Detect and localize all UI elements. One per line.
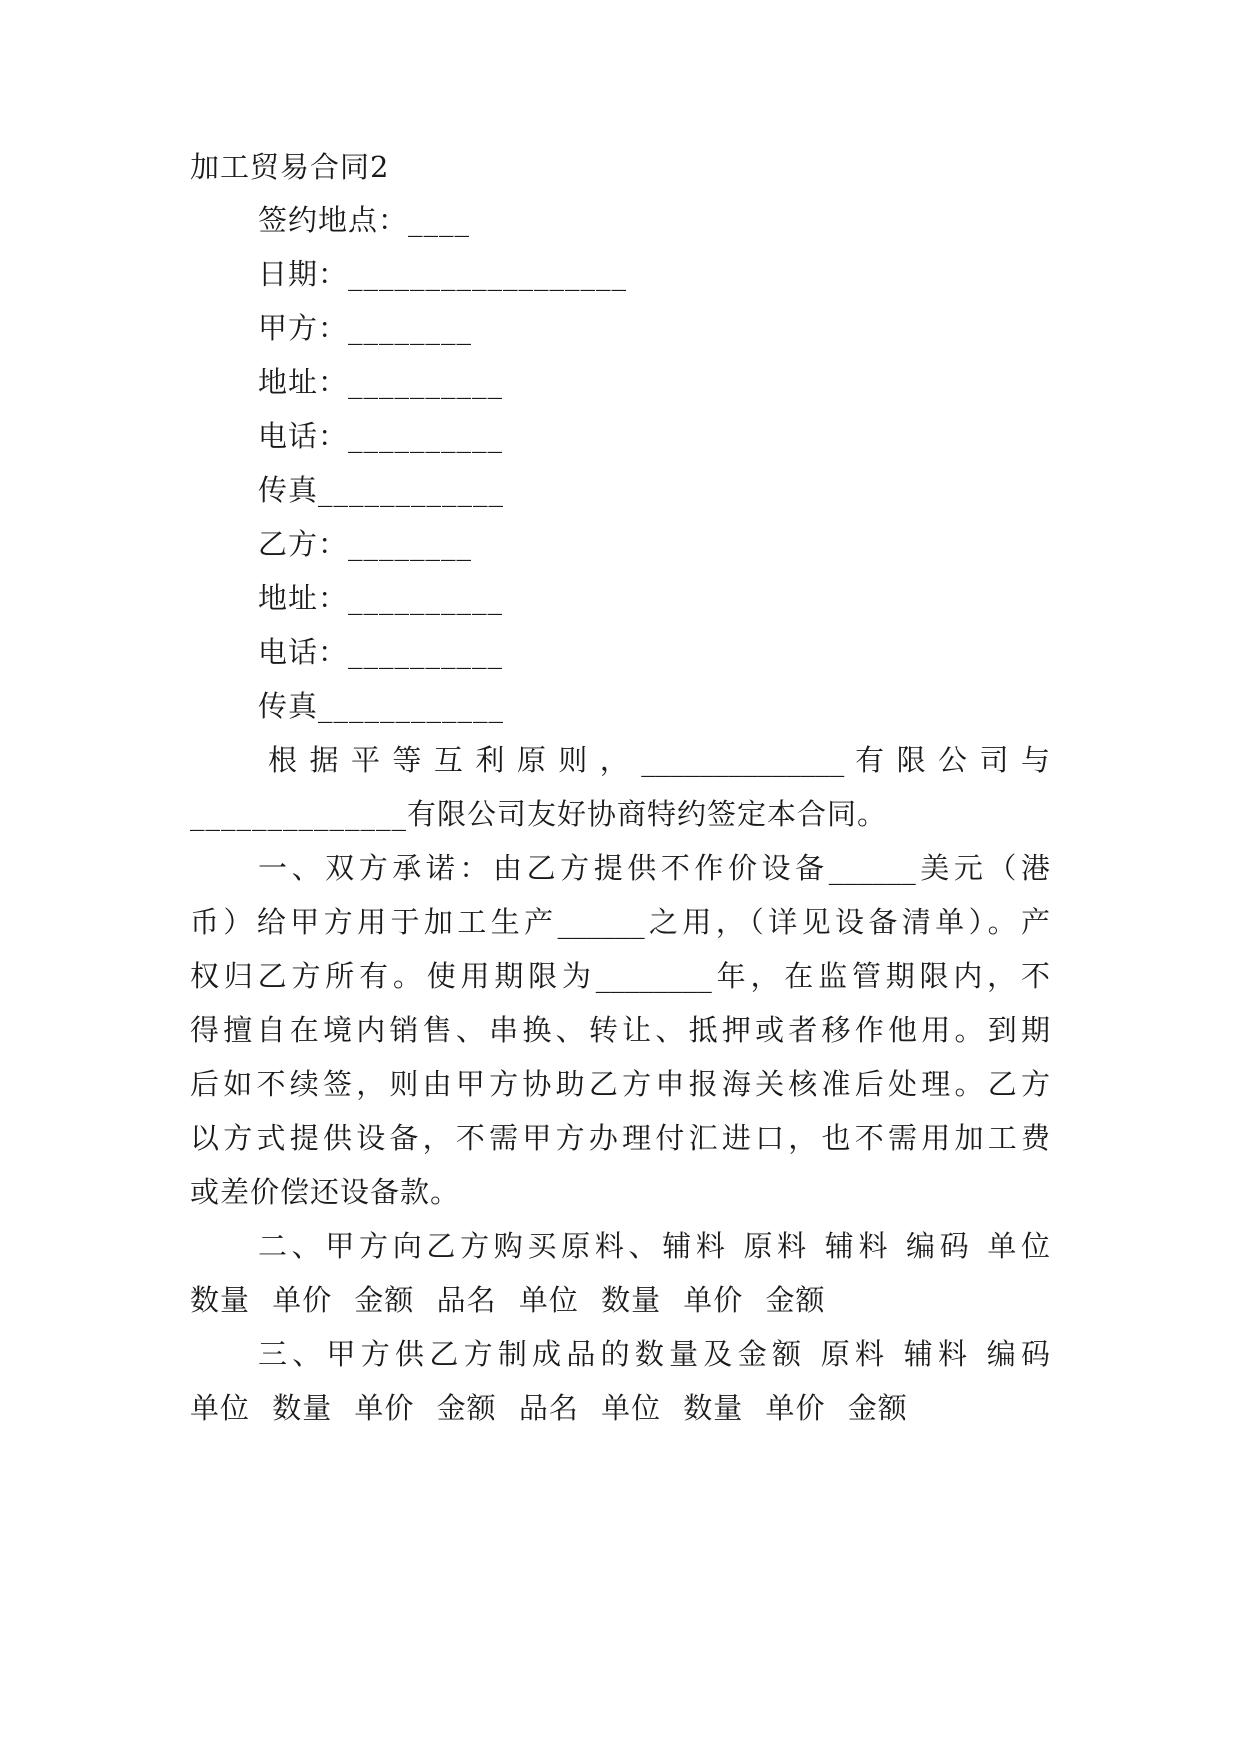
clause-1-line-1: 一、双方承诺：由乙方提供不作价设备______美元（港 xyxy=(258,851,1050,885)
preamble-line-1: 根 据 平 等 互 利 原 则 ， ______________ 有 限 公 司 与 xyxy=(268,743,1050,777)
field-party-b-fax: 传真____________ xyxy=(258,689,505,723)
document-title: 加工贸易合同2 xyxy=(190,150,390,184)
clause-1-line-4: 得擅自在境内销售、串换、转让、抵押或者移作他用。到期 xyxy=(190,1013,1050,1047)
clause-2-line-2: 数量 单价 金额 品名 单位 数量 单价 金额 xyxy=(190,1283,826,1317)
clause-1-line-2: 币）给甲方用于加工生产______之用，（详见设备清单）。产 xyxy=(190,905,1050,939)
clause-1-line-5: 后如不续签，则由甲方协助乙方申报海关核准后处理。乙方 xyxy=(190,1067,1050,1101)
clause-1-line-7: 或差价偿还设备款。 xyxy=(190,1175,461,1209)
clause-1-line-3: 权归乙方所有。使用期限为________年，在监管期限内，不 xyxy=(190,959,1050,993)
field-party-b-address: 地址：__________ xyxy=(258,581,504,615)
field-party-a-phone: 电话：__________ xyxy=(258,419,504,453)
field-party-b-phone: 电话：__________ xyxy=(258,635,504,669)
field-party-a-fax: 传真____________ xyxy=(258,473,505,507)
field-party-a: 甲方：________ xyxy=(258,311,473,345)
field-party-a-address: 地址：__________ xyxy=(258,365,504,399)
clause-3-line-2: 单位 数量 单价 金额 品名 单位 数量 单价 金额 xyxy=(190,1391,908,1425)
field-date: 日期：__________________ xyxy=(258,257,628,291)
clause-1-line-6: 以方式提供设备，不需甲方办理付汇进口，也不需用加工费 xyxy=(190,1121,1050,1155)
clause-3-line-1: 三、甲方供乙方制成品的数量及金额 原料 辅料 编码 xyxy=(258,1337,1050,1371)
clause-2-line-1: 二、甲方向乙方购买原料、辅料 原料 辅料 编码 单位 xyxy=(258,1229,1050,1263)
field-signing-place: 签约地点：____ xyxy=(258,203,471,237)
field-party-b: 乙方：________ xyxy=(258,527,473,561)
preamble-line-2: ______________有限公司友好协商特约签定本合同。 xyxy=(190,797,888,831)
